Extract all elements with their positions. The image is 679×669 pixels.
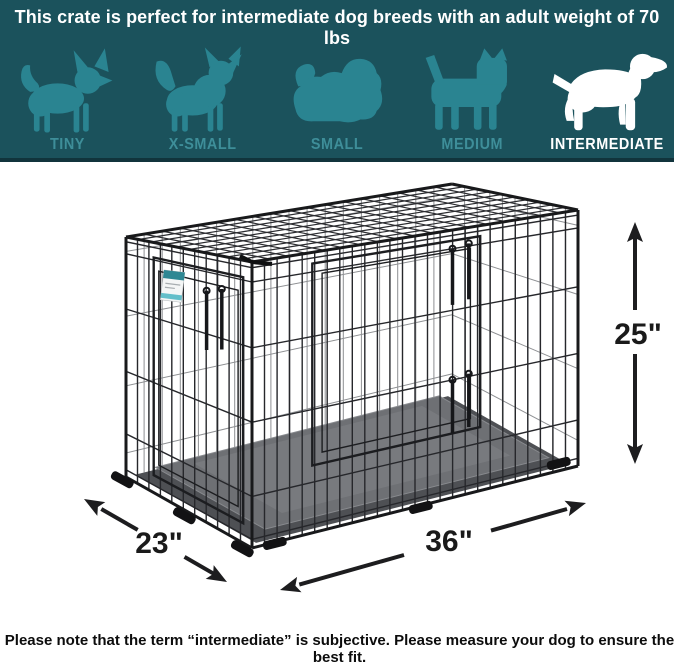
width-dimension-label: 36" [425,525,473,558]
size-label: X-SMALL [168,136,237,153]
size-category-small [270,33,405,158]
wire-crate [110,184,578,559]
size-category-medium [404,33,539,158]
header-banner [0,0,674,162]
chihuahua-icon [15,46,119,134]
crate-brand-tag [160,270,184,302]
size-label: INTERMEDIATE [549,136,664,153]
disclaimer-note: Please note that the term “intermediate” is subjective. Please measure your dog to ensure the best fit. [4,632,675,666]
banner-headline: This crate is perfect for intermediate dog breeds with an adult weight of 70 lbs [14,7,660,48]
size-label: TINY [49,136,85,153]
depth-dimension-label: 23" [135,527,183,560]
westie-icon [420,46,524,134]
size-category-tiny [0,33,135,158]
height-dimension-arrow [614,222,662,464]
size-label: MEDIUM [440,136,503,153]
size-label: SMALL [310,136,364,153]
dog-size-scale [0,33,674,158]
maltese-icon [285,50,389,134]
long-haired-chihuahua-icon [150,46,254,134]
height-dimension-label: 25" [614,318,662,351]
size-category-intermediate [539,33,674,158]
size-category-x-small [135,33,270,158]
spaniel-icon [545,44,669,134]
